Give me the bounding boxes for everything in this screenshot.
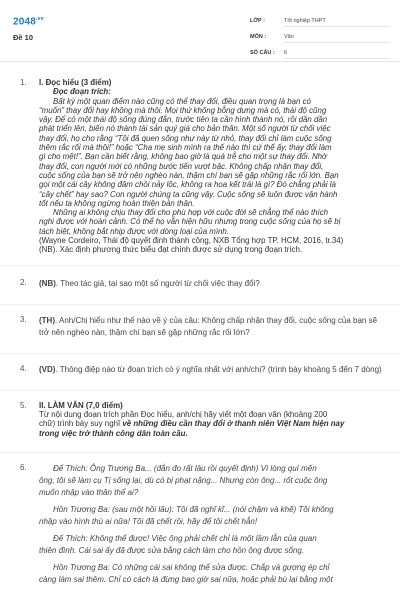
- divider: [0, 452, 400, 453]
- question-emphasis: trong việc trở thành công dân toàn cầu.: [39, 428, 188, 438]
- dialogue-text: Hồn Trương Ba: (sau một hồi lâu): Tôi đã nghĩ kĩ... (nói chậm và khẽ) Tôi không: [53, 504, 334, 514]
- passage-line: gọi một cái cây không đâm chồi nảy lộc, không ra hoa kết trái là gì? Đó chẳng phải là: [39, 180, 336, 190]
- meta-key: SỐ CÂU :: [250, 50, 275, 56]
- site-logo[interactable]: [13, 16, 44, 27]
- passage-line: Bất kỳ một quan điểm nào cũng có thể thay đổi, điều quan trọng là bạn có: [53, 96, 311, 106]
- question-number: 5.: [20, 400, 27, 410]
- passage-line: nghi được với hoàn cảnh. Có thể họ vẫn hiện hữu nhưng trong cuộc sống của họ sẽ bị: [39, 217, 341, 227]
- section-title: I. Đọc hiểu (3 điểm): [39, 78, 112, 87]
- section-title: II. LÀM VĂN (7,0 điểm): [39, 400, 123, 410]
- meta-value: Tốt nghiệp THPT: [284, 15, 390, 27]
- dialogue-text: Đế Thích: Không thể được! Việc ông phải chết chỉ là một lầm lẫn của quan: [53, 533, 317, 543]
- dialogue-text: Đế Thích: Ông Trương Ba... (đắn đo rất lâu rồi quyết định) Vì lòng quí mến: [53, 463, 317, 473]
- passage-line: “muốn” thay đổi hay không mà thôi. Mọi thứ không bỗng dưng mà có, thái độ cũng: [39, 105, 327, 115]
- question-level: (TH): [39, 315, 55, 325]
- passage-line: thêm rắc rối mà thôi!” hoặc “Cha mẹ sinh mình ra thế nào thì cứ thế ấy, thay đổi làm: [39, 143, 332, 153]
- passage-line: phát triển lên, biến nó thành tài sản quý giá cho bản thân. Một số người từ chối việc: [39, 124, 331, 134]
- exam-code: Đề 10: [13, 33, 34, 42]
- question-level: (VD): [39, 364, 56, 374]
- dialogue-line: [39, 463, 388, 475]
- dialogue-text: nhập vào hình thù ai nữa! Tôi đã chết rồi, hãy để tôi chết hẳn!: [39, 516, 258, 526]
- question-text: . Thông điệp nào từ đoạn trích có ý nghĩa nhất với anh/chị? (trình bày khoảng 5 đến 7 dòng): [55, 364, 382, 374]
- passage-line: “cây chết” hay sao? Con người chúng ta cũng vậy. Cuộc sống sẽ luôn được vận hành: [39, 189, 338, 199]
- meta-value: Văn: [284, 31, 390, 43]
- passage-intro: Đọc đoạn trích:: [53, 87, 111, 97]
- question-6: [0, 463, 400, 586]
- passage-line: vậy. Để có một thái độ sống đúng đắn, trước tiên ta cần hình thành nó, rồi dần dần: [39, 115, 328, 125]
- question-5: [0, 401, 400, 438]
- question-number: 2.: [20, 277, 27, 287]
- question-text: . Anh/Chị hiểu như thế nào về ý của câu: Không chấp nhận thay đổi, cuộc sống của bạn sẽ trở nên nghèo nàn, thậm chí bạn sẽ gặp những rắc rối lớn?: [39, 315, 378, 337]
- question-emphasis: về những điều cần thay đổi ở thanh niên Việt Nam hiện nay: [120, 419, 345, 429]
- meta-row-class: [250, 13, 390, 29]
- meta-key: LỚP :: [250, 18, 265, 24]
- question-number: 3.: [20, 314, 27, 324]
- passage-source: (Wayne Cordeiro, Thái độ quyết định thành công, NXB Tổng hợp TP. HCM, 2016, tr.34): [39, 236, 344, 246]
- question-number: 6.: [20, 462, 27, 472]
- dialogue-text: thiên đình. Cái sai ấy đã được sửa bằng cách làm cho hồn ông được sống.: [39, 545, 305, 555]
- meta-row-count: [250, 45, 390, 61]
- exam-meta: [250, 13, 390, 61]
- question-number: 1.: [20, 78, 27, 87]
- meta-value: 6: [284, 47, 390, 59]
- passage-line: Những ai không chịu thay đổi cho phù hợp với cuộc đời sẽ chẳng thể nào thích: [53, 208, 329, 218]
- question-4: [0, 364, 400, 376]
- question-number: 4.: [20, 363, 27, 373]
- meta-key: MÔN :: [250, 34, 267, 40]
- meta-row-subject: [250, 29, 390, 45]
- divider: [0, 353, 400, 354]
- question-text: chữ) trình bày suy nghĩ: [39, 419, 121, 429]
- passage-line: thay đổi, con người mới có những bước tiến vượt bậc. Không chấp nhận thay đổi,: [39, 161, 324, 171]
- question-3: [0, 315, 400, 339]
- dialogue-text: muốn nhập vào thân thể ai?: [39, 487, 139, 497]
- question-text: . Theo tác giả, tại sao một số người từ chối việc thay đổi?: [55, 278, 260, 288]
- question-2: [0, 278, 400, 290]
- dialogue-text: ông, tôi sẽ làm cụ Tị sống lại, dù có bị phạt nặng... Nhưng còn ông... rốt cuộc ông: [39, 475, 328, 485]
- logo-text: 2048: [13, 16, 37, 28]
- divider: [0, 304, 400, 305]
- divider: [0, 390, 400, 391]
- question-1: [0, 78, 400, 255]
- logo-suffix: .vn: [36, 16, 44, 22]
- page-header: [0, 0, 400, 62]
- dialogue-text: càng làm sai thêm. Chỉ có cách là đừng bao giờ sai nữa, hoặc phải bù lại bằng một: [39, 574, 333, 584]
- passage-line: gì cho mệt!”. Bạn cần biết rằng, không bao giờ là quá trễ cho một sự thay đổi. Nhờ: [39, 152, 327, 162]
- passage-line: thay đổi, họ cho rằng “Tôi đã quen sống như này từ nhỏ, thay đổi chỉ làm cuộc sống: [39, 133, 332, 143]
- question-list: [0, 78, 400, 586]
- passage-line: cuộc sống của bạn sẽ trở nên nghèo nàn, thậm chí bạn sẽ gặp những rắc rối lớn. Bạn: [39, 170, 339, 180]
- question-prompt: (NB). Xác định phương thức biểu đạt chính được sử dụng trong đoạn trích.: [39, 245, 303, 255]
- passage-line: tốt nếu ta không ngừng hoàn thiện bản thân.: [39, 198, 195, 208]
- dialogue-text: Hồn Trương Ba: Có những cái sai không thể sửa được. Chắp vá gượng ép chỉ: [53, 562, 330, 572]
- divider: [0, 265, 400, 266]
- passage-line: tách biệt, không bắt nhịp được với dòng loại của mình.: [39, 226, 230, 236]
- question-level: (NB): [39, 278, 56, 288]
- question-text: Từ nội dung đoạn trích phần Đọc hiểu, anh/chị hãy viết một đoạn văn (khoảng 200: [39, 409, 328, 419]
